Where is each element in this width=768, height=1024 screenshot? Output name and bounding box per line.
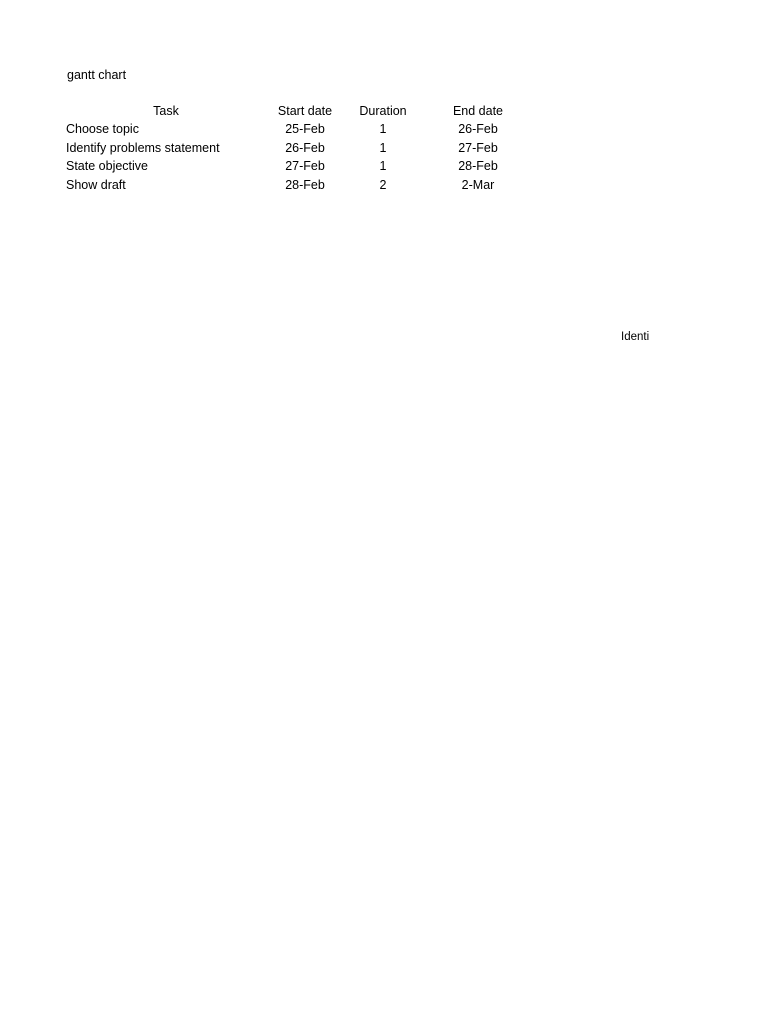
duration-cell: 2	[379, 177, 387, 192]
header-end-date: End date	[452, 104, 504, 118]
header-task: Task	[153, 104, 179, 118]
task-cell: Choose topic	[66, 122, 139, 137]
table-row	[62, 120, 534, 138]
header-start-date: Start date	[277, 104, 333, 118]
start-date-cell: 27-Feb	[285, 159, 325, 174]
table-row	[62, 157, 534, 175]
sheet-title: gantt chart	[67, 68, 127, 82]
start-date-cell: 25-Feb	[285, 122, 325, 137]
task-table	[62, 102, 534, 194]
table-row	[62, 139, 534, 157]
duration-cell: 1	[379, 159, 387, 174]
end-date-cell: 28-Feb	[458, 159, 498, 174]
header-row	[62, 102, 534, 120]
end-date-cell: 27-Feb	[458, 140, 498, 155]
task-cell: Show draft	[66, 177, 126, 192]
duration-cell: 1	[379, 122, 387, 137]
start-date-cell: 28-Feb	[285, 177, 325, 192]
table-row	[62, 176, 534, 194]
header-duration: Duration	[359, 104, 407, 118]
end-date-cell: 26-Feb	[458, 122, 498, 137]
end-date-cell: 2-Mar	[461, 177, 495, 192]
task-cell: Identify problems statement	[66, 140, 220, 155]
duration-cell: 1	[379, 140, 387, 155]
task-cell: State objective	[66, 159, 148, 174]
start-date-cell: 26-Feb	[285, 140, 325, 155]
clipped-chart-label: Identi	[621, 331, 650, 343]
